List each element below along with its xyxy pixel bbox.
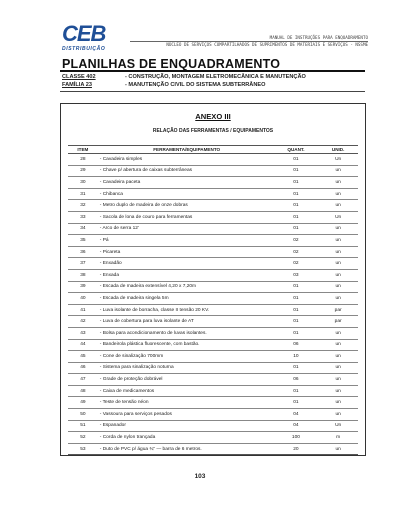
table-row <box>68 188 358 200</box>
table-row <box>68 177 358 189</box>
table-row <box>68 443 358 455</box>
cell-quantity: 01 <box>274 200 319 212</box>
cell-unit: un <box>318 351 358 363</box>
cell-tool: - Duto de PVC p/ água ¾" — barra de 6 metros. <box>98 443 274 455</box>
cell-unit: un <box>318 374 358 386</box>
cell-unit: Un <box>318 154 358 166</box>
cell-quantity: 01 <box>274 385 319 397</box>
cell-item: 51 <box>68 420 98 432</box>
table-body <box>68 154 358 455</box>
column-header-unit: UNID. <box>318 146 358 154</box>
cell-tool: - Sacola de lona de couro para ferramentas <box>98 211 274 223</box>
cell-quantity: 01 <box>274 188 319 200</box>
cell-quantity: 06 <box>274 374 319 386</box>
table-row <box>68 223 358 235</box>
classification-row-class <box>62 73 306 81</box>
table-row <box>68 165 358 177</box>
cell-quantity: 01 <box>274 304 319 316</box>
cell-tool: - Chibanca <box>98 188 274 200</box>
cell-tool: - Corda de nylon trançada <box>98 432 274 444</box>
cell-unit: un <box>318 443 358 455</box>
table-row <box>68 246 358 258</box>
cell-quantity: 01 <box>274 177 319 189</box>
ceb-logo <box>62 23 122 53</box>
cell-unit: un <box>318 235 358 247</box>
cell-tool: - Enxadão <box>98 258 274 270</box>
class-description: - CONSTRUÇÃO, MONTAGEM ELETROMECÂNICA E MANUTENÇÃO <box>125 74 306 80</box>
cell-quantity: 01 <box>274 316 319 328</box>
cell-quantity: 01 <box>274 397 319 409</box>
table-row <box>68 235 358 247</box>
cell-item: 39 <box>68 281 98 293</box>
header-document-subtitle: NÚCLEO DE SERVIÇOS COMPARTILHADOS DE SUPRIMENTOS DE MATERIAIS E SERVIÇOS - NSSME <box>166 42 368 47</box>
cell-quantity: 02 <box>274 246 319 258</box>
cell-tool: - Escada de madeira singela 5m <box>98 293 274 305</box>
cell-tool: - Escada de madeira extensível 4,20 x 7,20m <box>98 281 274 293</box>
classification-row-family <box>62 81 306 89</box>
cell-quantity: 01 <box>274 223 319 235</box>
cell-item: 30 <box>68 177 98 189</box>
cell-item: 36 <box>68 246 98 258</box>
cell-unit: un <box>318 258 358 270</box>
cell-tool: - Caixa de medicamentos <box>98 385 274 397</box>
table-row <box>68 316 358 328</box>
cell-tool: - Arco de serra 12' <box>98 223 274 235</box>
cell-item: 48 <box>68 385 98 397</box>
column-header-tool: FERRAMENTA/EQUIPAMENTO <box>98 146 274 154</box>
cell-quantity: 01 <box>274 281 319 293</box>
cell-unit: un <box>318 362 358 374</box>
column-header-quantity: QUANT. <box>274 146 319 154</box>
table-row <box>68 397 358 409</box>
table-row <box>68 362 358 374</box>
cell-quantity: 02 <box>274 235 319 247</box>
cell-item: 43 <box>68 327 98 339</box>
cell-tool: - Enxada <box>98 269 274 281</box>
classification-divider <box>60 91 365 92</box>
cell-quantity: 01 <box>274 211 319 223</box>
cell-tool: - Chave p/ abertura de caixas subterrâneas <box>98 165 274 177</box>
annex-title: ANEXO III <box>195 112 231 121</box>
cell-item: 34 <box>68 223 98 235</box>
cell-unit: par <box>318 304 358 316</box>
cell-quantity: 06 <box>274 339 319 351</box>
cell-quantity: 01 <box>274 293 319 305</box>
logo-subtitle: DISTRIBUIÇÃO <box>62 46 106 52</box>
cell-quantity: 04 <box>274 420 319 432</box>
cell-item: 29 <box>68 165 98 177</box>
cell-item: 35 <box>68 235 98 247</box>
cell-item: 37 <box>68 258 98 270</box>
cell-tool: - Metro duplo de madeira de onze dobras <box>98 200 274 212</box>
cell-quantity: 04 <box>274 409 319 421</box>
table-row <box>68 293 358 305</box>
cell-quantity: 01 <box>274 327 319 339</box>
cell-unit: un <box>318 165 358 177</box>
table-row <box>68 409 358 421</box>
cell-unit: un <box>318 246 358 258</box>
cell-item: 38 <box>68 269 98 281</box>
table-row <box>68 385 358 397</box>
table-row <box>68 269 358 281</box>
table-row <box>68 432 358 444</box>
cell-unit: un <box>318 339 358 351</box>
family-code: FAMÍLIA 23 <box>62 82 92 88</box>
cell-tool: - Sistema para sinalização noturna <box>98 362 274 374</box>
table-row <box>68 374 358 386</box>
cell-unit: un <box>318 293 358 305</box>
cell-unit: m <box>318 432 358 444</box>
cell-unit: un <box>318 269 358 281</box>
family-description: - MANUTENÇÃO CIVIL DO SISTEMA SUBTERRÂNEO <box>125 82 266 88</box>
cell-tool: - Bandeirola plástica fluorescente, com bastão. <box>98 339 274 351</box>
cell-tool: - Bolsa para acondicionamento de luvas isolantes. <box>98 327 274 339</box>
table-row <box>68 154 358 166</box>
cell-unit: un <box>318 385 358 397</box>
cell-quantity: 100 <box>274 432 319 444</box>
cell-tool: - Vassoura para serviços pesados <box>98 409 274 421</box>
cell-item: 44 <box>68 339 98 351</box>
cell-item: 52 <box>68 432 98 444</box>
table-row <box>68 339 358 351</box>
cell-unit: un <box>318 177 358 189</box>
cell-tool: - Grade de proteção dobrável <box>98 374 274 386</box>
cell-item: 31 <box>68 188 98 200</box>
table-header-row <box>68 146 358 154</box>
table-row <box>68 200 358 212</box>
table-row <box>68 327 358 339</box>
cell-item: 28 <box>68 154 98 166</box>
page-title: PLANILHAS DE ENQUADRAMENTO <box>62 57 281 71</box>
cell-quantity: 01 <box>274 165 319 177</box>
cell-quantity: 20 <box>274 443 319 455</box>
cell-item: 42 <box>68 316 98 328</box>
cell-item: 45 <box>68 351 98 363</box>
cell-unit: un <box>318 397 358 409</box>
annex-box <box>60 103 366 456</box>
cell-unit: un <box>318 200 358 212</box>
cell-unit: par <box>318 316 358 328</box>
cell-unit: un <box>318 409 358 421</box>
cell-tool: - Picareta <box>98 246 274 258</box>
page-number: 103 <box>194 473 206 480</box>
cell-item: 40 <box>68 293 98 305</box>
table-row <box>68 258 358 270</box>
logo-wordmark: CEB <box>62 21 106 46</box>
cell-item: 33 <box>68 211 98 223</box>
cell-tool: - Espanador <box>98 420 274 432</box>
cell-tool: - Pá <box>98 235 274 247</box>
cell-unit: Un <box>318 420 358 432</box>
cell-tool: - Luva de cobertura para luva isolante de AT <box>98 316 274 328</box>
cell-item: 32 <box>68 200 98 212</box>
table-row <box>68 351 358 363</box>
cell-item: 47 <box>68 374 98 386</box>
cell-unit: Un <box>318 211 358 223</box>
cell-quantity: 01 <box>274 154 319 166</box>
cell-item: 50 <box>68 409 98 421</box>
class-code: CLASSE 402 <box>62 74 96 80</box>
classification-block <box>62 73 306 89</box>
table-row <box>68 281 358 293</box>
table-row <box>68 420 358 432</box>
cell-quantity: 02 <box>274 258 319 270</box>
annex-subtitle: RELAÇÃO DAS FERRAMENTAS / EQUIPAMENTOS <box>152 128 274 134</box>
title-divider <box>60 70 365 72</box>
table-row <box>68 304 358 316</box>
cell-item: 53 <box>68 443 98 455</box>
cell-tool: - Cavadeira paceta <box>98 177 274 189</box>
cell-item: 41 <box>68 304 98 316</box>
cell-unit: un <box>318 223 358 235</box>
cell-quantity: 01 <box>274 362 319 374</box>
cell-tool: - Luva isolante de borracha, classe II tensão 20 KV. <box>98 304 274 316</box>
cell-unit: un <box>318 327 358 339</box>
cell-item: 49 <box>68 397 98 409</box>
cell-unit: un <box>318 281 358 293</box>
cell-item: 46 <box>68 362 98 374</box>
cell-quantity: 10 <box>274 351 319 363</box>
tools-table <box>68 145 358 455</box>
cell-unit: un <box>318 188 358 200</box>
cell-tool: - Cavadeira simples <box>98 154 274 166</box>
header-document-title: MANUAL DE INSTRUÇÕES PARA ENQUADRAMENTO <box>269 35 368 40</box>
cell-tool: - Cone de sinalização 700mm <box>98 351 274 363</box>
table-row <box>68 211 358 223</box>
column-header-item: ITEM <box>68 146 98 154</box>
cell-tool: - Teste de tensão néon <box>98 397 274 409</box>
cell-quantity: 03 <box>274 269 319 281</box>
